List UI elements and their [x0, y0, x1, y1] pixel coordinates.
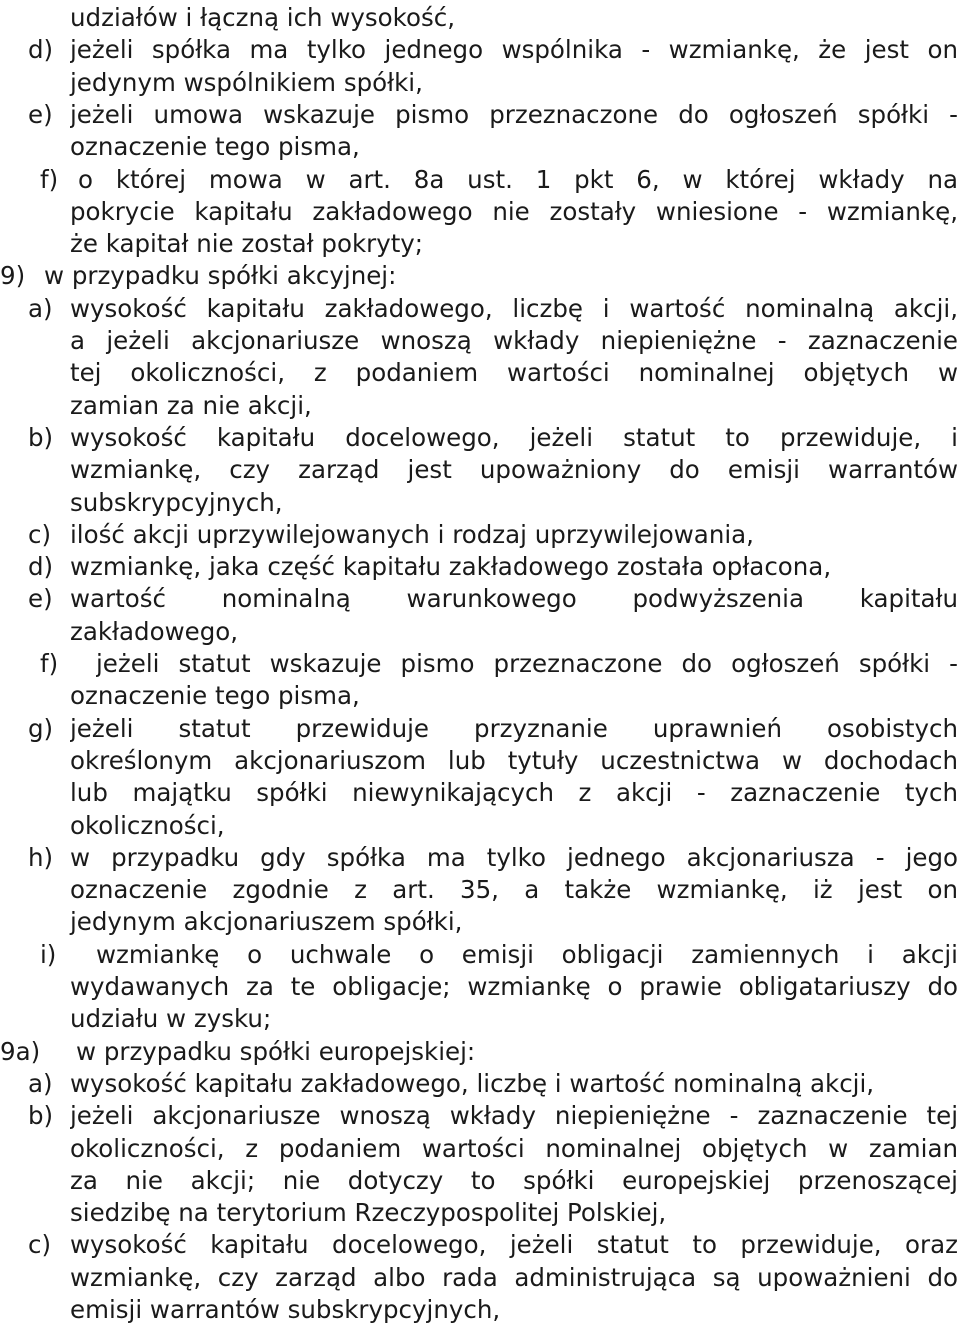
continuation-text: wydawanych za te obligacje; wzmiankę o prawie obligatariuszy do [70, 972, 958, 1001]
list-marker: a) [28, 293, 53, 323]
document-line [0, 325, 960, 357]
continuation-text: oznaczenie tego pisma, [70, 681, 360, 711]
list-marker: a) [28, 1068, 53, 1098]
continuation-text: wzmiankę, czy zarząd jest upoważniony do emisji warrantów [70, 455, 958, 485]
list-item-text: jeżeli statut wskazuje pismo przeznaczone do ogłoszeń spółki - [96, 649, 958, 678]
continuation-text: okoliczności, z podaniem wartości nominalnej objętych w zamian [70, 1133, 958, 1163]
document-line [0, 1229, 960, 1261]
document-line [0, 67, 960, 99]
continuation-text: zamian za nie akcji, [70, 390, 312, 420]
continuation-text: lub majątku spółki niewynikających z akcji - zaznaczenie tych [70, 778, 958, 808]
list-item-text: wzmiankę o uchwale o emisji obligacji zamiennych i akcji [96, 939, 958, 969]
list-marker: g) [28, 713, 54, 743]
continuation-text: jedynym wspólnikiem spółki, [70, 67, 423, 97]
document-line [0, 164, 960, 196]
document-line [0, 1294, 960, 1326]
continuation-text: oznaczenie zgodnie z art. 35, a także wzmiankę, iż jest on [70, 875, 958, 905]
continuation-text: jedynym akcjonariuszem spółki, [70, 907, 463, 937]
list-item-text: jeżeli umowa wskazuje pismo przeznaczone do ogłoszeń spółki - [70, 99, 958, 129]
list-marker: d) [28, 552, 54, 582]
list-item-text: ilość akcji uprzywilejowanych i rodzaj uprzywilejowania, [70, 519, 754, 549]
document-line [0, 293, 960, 325]
document-line [0, 680, 960, 712]
document-line [0, 390, 960, 422]
continuation-text: udziałów i łączną ich wysokość, [70, 3, 455, 32]
continuation-text: emisji warrantów subskrypcyjnych, [70, 1295, 501, 1324]
continuation-text: a jeżeli akcjonariusze wnoszą wkłady niepieniężne - zaznaczenie [70, 326, 958, 355]
list-marker: c) [28, 1230, 52, 1260]
document-line [0, 906, 960, 938]
document-line [0, 745, 960, 777]
document-line [0, 487, 960, 519]
document-line [0, 1068, 960, 1100]
document-line [0, 2, 960, 34]
continuation-text: siedzibę na terytorium Rzeczypospolitej Polskiej, [70, 1198, 667, 1228]
continuation-text: za nie akcji; nie dotyczy to spółki europejskiej przenoszącej [70, 1165, 958, 1195]
document-line [0, 1036, 960, 1068]
list-marker: 9) [0, 261, 26, 291]
document-line [0, 1003, 960, 1035]
document-line [0, 648, 960, 680]
list-item-text: jeżeli statut przewiduje przyznanie uprawnień osobistych [70, 713, 958, 743]
list-marker: f) [40, 649, 59, 678]
list-marker: b) [28, 1101, 54, 1131]
document-line [0, 34, 960, 66]
document-line [0, 196, 960, 228]
list-item-text: wysokość kapitału docelowego, jeżeli statut to przewiduje, i [70, 422, 958, 452]
document-line [0, 1100, 960, 1132]
list-marker: h) [28, 842, 54, 872]
list-item-text: w przypadku gdy spółka ma tylko jednego akcjonariusza - jego [70, 842, 958, 872]
document-line [0, 713, 960, 745]
list-marker: d) [28, 35, 54, 65]
list-marker: e) [28, 99, 53, 129]
document-line [0, 874, 960, 906]
document-line [0, 1133, 960, 1165]
document-line [0, 260, 960, 292]
list-item-text: jeżeli spółka ma tylko jednego wspólnika - wzmiankę, że jest on [70, 35, 958, 65]
document-line [0, 842, 960, 874]
list-marker: e) [28, 584, 53, 614]
continuation-text: subskrypcyjnych, [70, 487, 283, 517]
document-line [0, 1197, 960, 1229]
document-line [0, 454, 960, 486]
list-item-text: o której mowa w art. 8a ust. 1 pkt 6, w której wkłady na [78, 164, 958, 194]
continuation-text: że kapitał nie został pokryty; [70, 229, 424, 259]
document-line [0, 422, 960, 454]
continuation-text: pokrycie kapitału zakładowego nie zostały wniesione - wzmiankę, [70, 196, 958, 226]
list-marker: 9a) [0, 1036, 41, 1066]
document-line [0, 519, 960, 551]
document-line [0, 99, 960, 131]
list-item-text: wartość nominalną warunkowego podwyższenia kapitału [70, 584, 958, 614]
document-line [0, 1262, 960, 1294]
continuation-text: tej okoliczności, z podaniem wartości nominalnej objętych w [70, 358, 958, 388]
continuation-text: okoliczności, [70, 810, 225, 840]
list-marker: f) [40, 164, 59, 194]
list-item-text: wysokość kapitału zakładowego, liczbę i wartość nominalną akcji, [70, 1068, 875, 1098]
continuation-text: określonym akcjonariuszom lub tytuły uczestnictwa w dochodach [70, 745, 958, 775]
continuation-text: wzmiankę, czy zarząd albo rada administrująca są upoważnieni do [70, 1262, 958, 1292]
document-line [0, 777, 960, 809]
list-marker: b) [28, 422, 54, 452]
list-item-text: w przypadku spółki akcyjnej: [44, 261, 397, 291]
document-line [0, 939, 960, 971]
continuation-text: oznaczenie tego pisma, [70, 132, 360, 162]
list-marker: i) [40, 939, 57, 969]
document-line [0, 616, 960, 648]
document-line [0, 810, 960, 842]
list-item-text: w przypadku spółki europejskiej: [76, 1036, 476, 1066]
list-item-text: wysokość kapitału docelowego, jeżeli statut to przewiduje, oraz [70, 1230, 958, 1260]
list-marker: c) [28, 519, 52, 549]
continuation-text: udziału w zysku; [70, 1004, 272, 1034]
document-line [0, 228, 960, 260]
document-line [0, 583, 960, 615]
document-line [0, 971, 960, 1003]
continuation-text: zakładowego, [70, 616, 239, 646]
document-line [0, 1165, 960, 1197]
list-item-text: wzmiankę, jaka część kapitału zakładowego została opłacona, [70, 552, 832, 582]
document-line [0, 551, 960, 583]
document-line [0, 131, 960, 163]
document-line [0, 357, 960, 389]
list-item-text: jeżeli akcjonariusze wnoszą wkłady niepieniężne - zaznaczenie tej [70, 1101, 958, 1131]
list-item-text: wysokość kapitału zakładowego, liczbę i wartość nominalną akcji, [70, 293, 958, 323]
